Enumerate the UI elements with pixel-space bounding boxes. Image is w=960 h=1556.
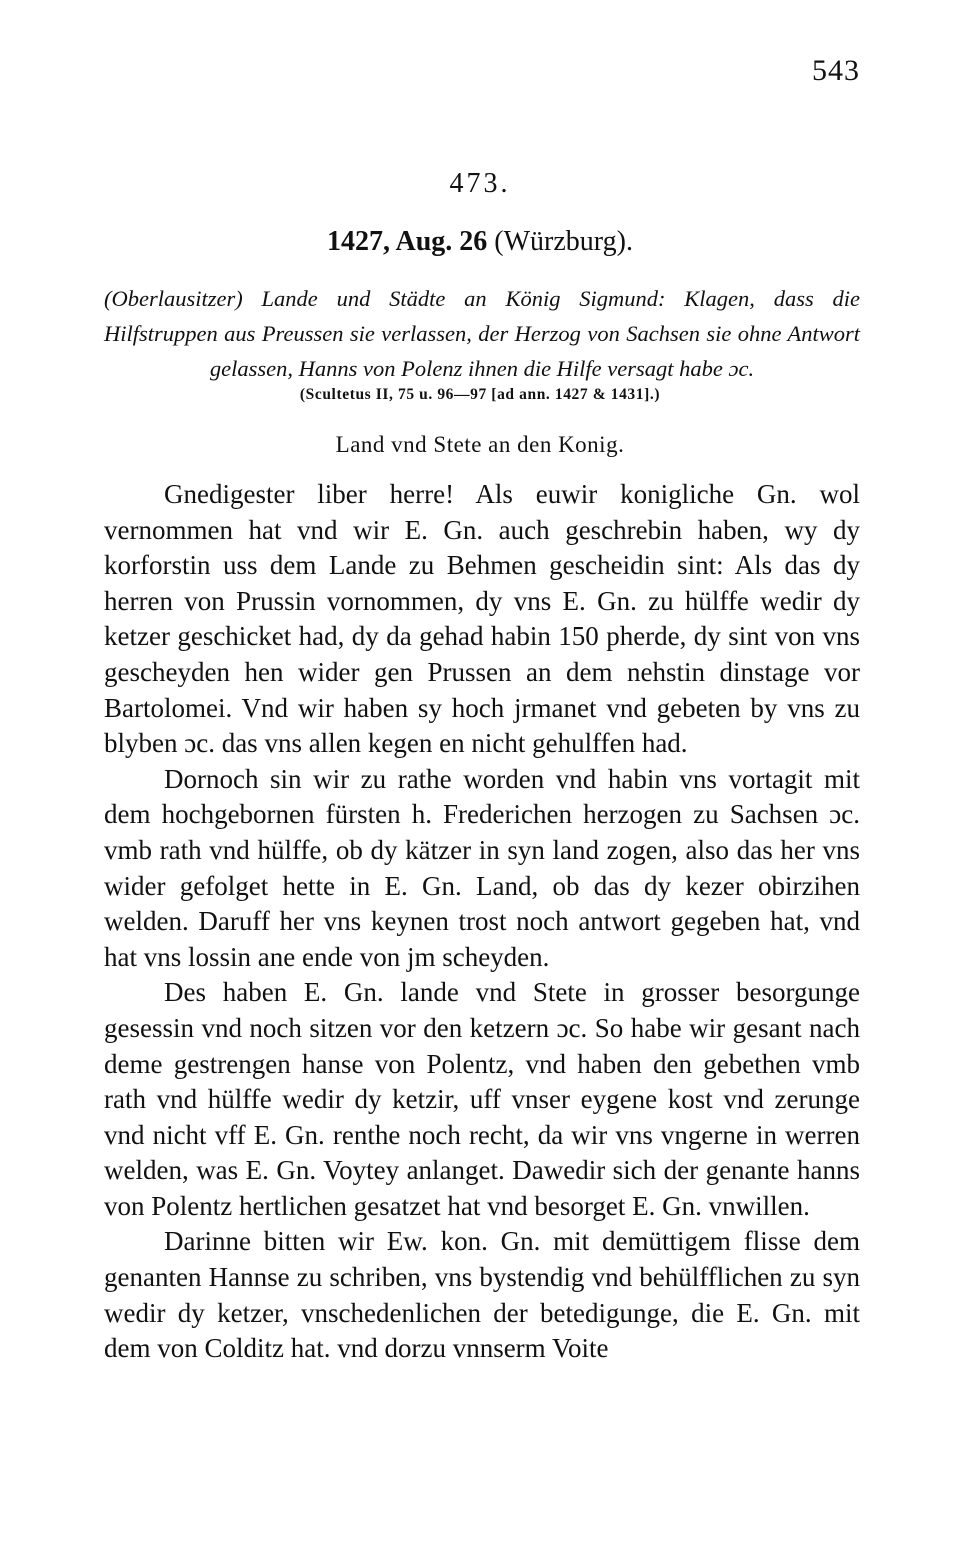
document-number: 473. [449, 168, 511, 199]
paragraph-1: Gnedigester liber herre! Als euwir konigliche Gn. wol vernommen hat vnd wir E. Gn. auch geschrebin haben, wy dy korforstin uss dem Lande zu Behmen gescheidin sint: Als das dy herren von Prussin vornommen, dy vns E. Gn. zu hülffe wedir dy ketzer geschicket had, dy da gehad habin 150 pherde, dy sint von vns gescheyden hen wider gen Prussen an dem nehstin dinstage vor Bartolomei. Vnd wir haben sy hoch jrmanet vnd gebeten by vns zu blyben ɔc. das vns allen kegen en nicht gehulffen had. [104, 479, 860, 759]
paragraph-3: Des haben E. Gn. lande vnd Stete in grosser besorgunge gesessin vnd noch sitzen vor den ketzern ɔc. So habe wir gesant nach deme gestrengen hanse von Polentz, vnd haben den gebethen vmb rath vnd hülffe wedir dy ketzir, uff vnser eygene kost vnd zerunge vnd nicht vff E. Gn. renthe noch recht, da wir vns vngerne in werren welden, was E. Gn. Voytey anlanget. Dawedir sich der genante hanns von Polentz hertlichen gesatzet hat vnd besorget E. Gn. vnwillen. [104, 977, 860, 1221]
page-number: 543 [812, 54, 860, 87]
dateline-date: 1427, Aug. 26 [327, 226, 488, 257]
letter-body [104, 477, 860, 1367]
dateline-place: (Würzburg). [494, 226, 633, 257]
paragraph-4: Darinne bitten wir Ew. kon. Gn. mit demüttigem flisse dem genanten Hannse zu schriben, vns bystendig vnd behülfflichen zu syn wedir dy ketzer, vnschedenlichen der betedigunge, die E. Gn. mit dem von Colditz hat. vnd dorzu vnnserm Voite [104, 1226, 860, 1364]
letter-heading: Land vnd Stete an den Konig. [335, 432, 625, 457]
source-note: (Scultetus II, 75 u. 96—97 [ad ann. 1427 & 1431].) [299, 386, 661, 403]
paragraph-2: Dornoch sin wir zu rathe worden vnd habin vns vortagit mit dem hochgebornen fürsten h. Frederichen herzogen zu Sachsen ɔc. vmb rath vnd hülffe, ob dy kätzer in syn land zogen, also das her vns wider gefolget hette in E. Gn. Land, ob das dy kezer obirzihen welden. Daruff her vns keynen trost noch antwort gegeben hat, vnd hat vns lossin ane ende von jm scheyden. [104, 763, 860, 972]
dateline [0, 226, 960, 258]
document-summary: (Oberlausitzer) Lande und Städte an König Sigmund: Klagen, dass die Hilfstruppen aus Preussen sie verlassen, der Herzog von Sachsen sie ohne Antwort gelassen, Hanns von Polenz ihnen die Hilfe versagt habe ɔc. [104, 286, 860, 381]
